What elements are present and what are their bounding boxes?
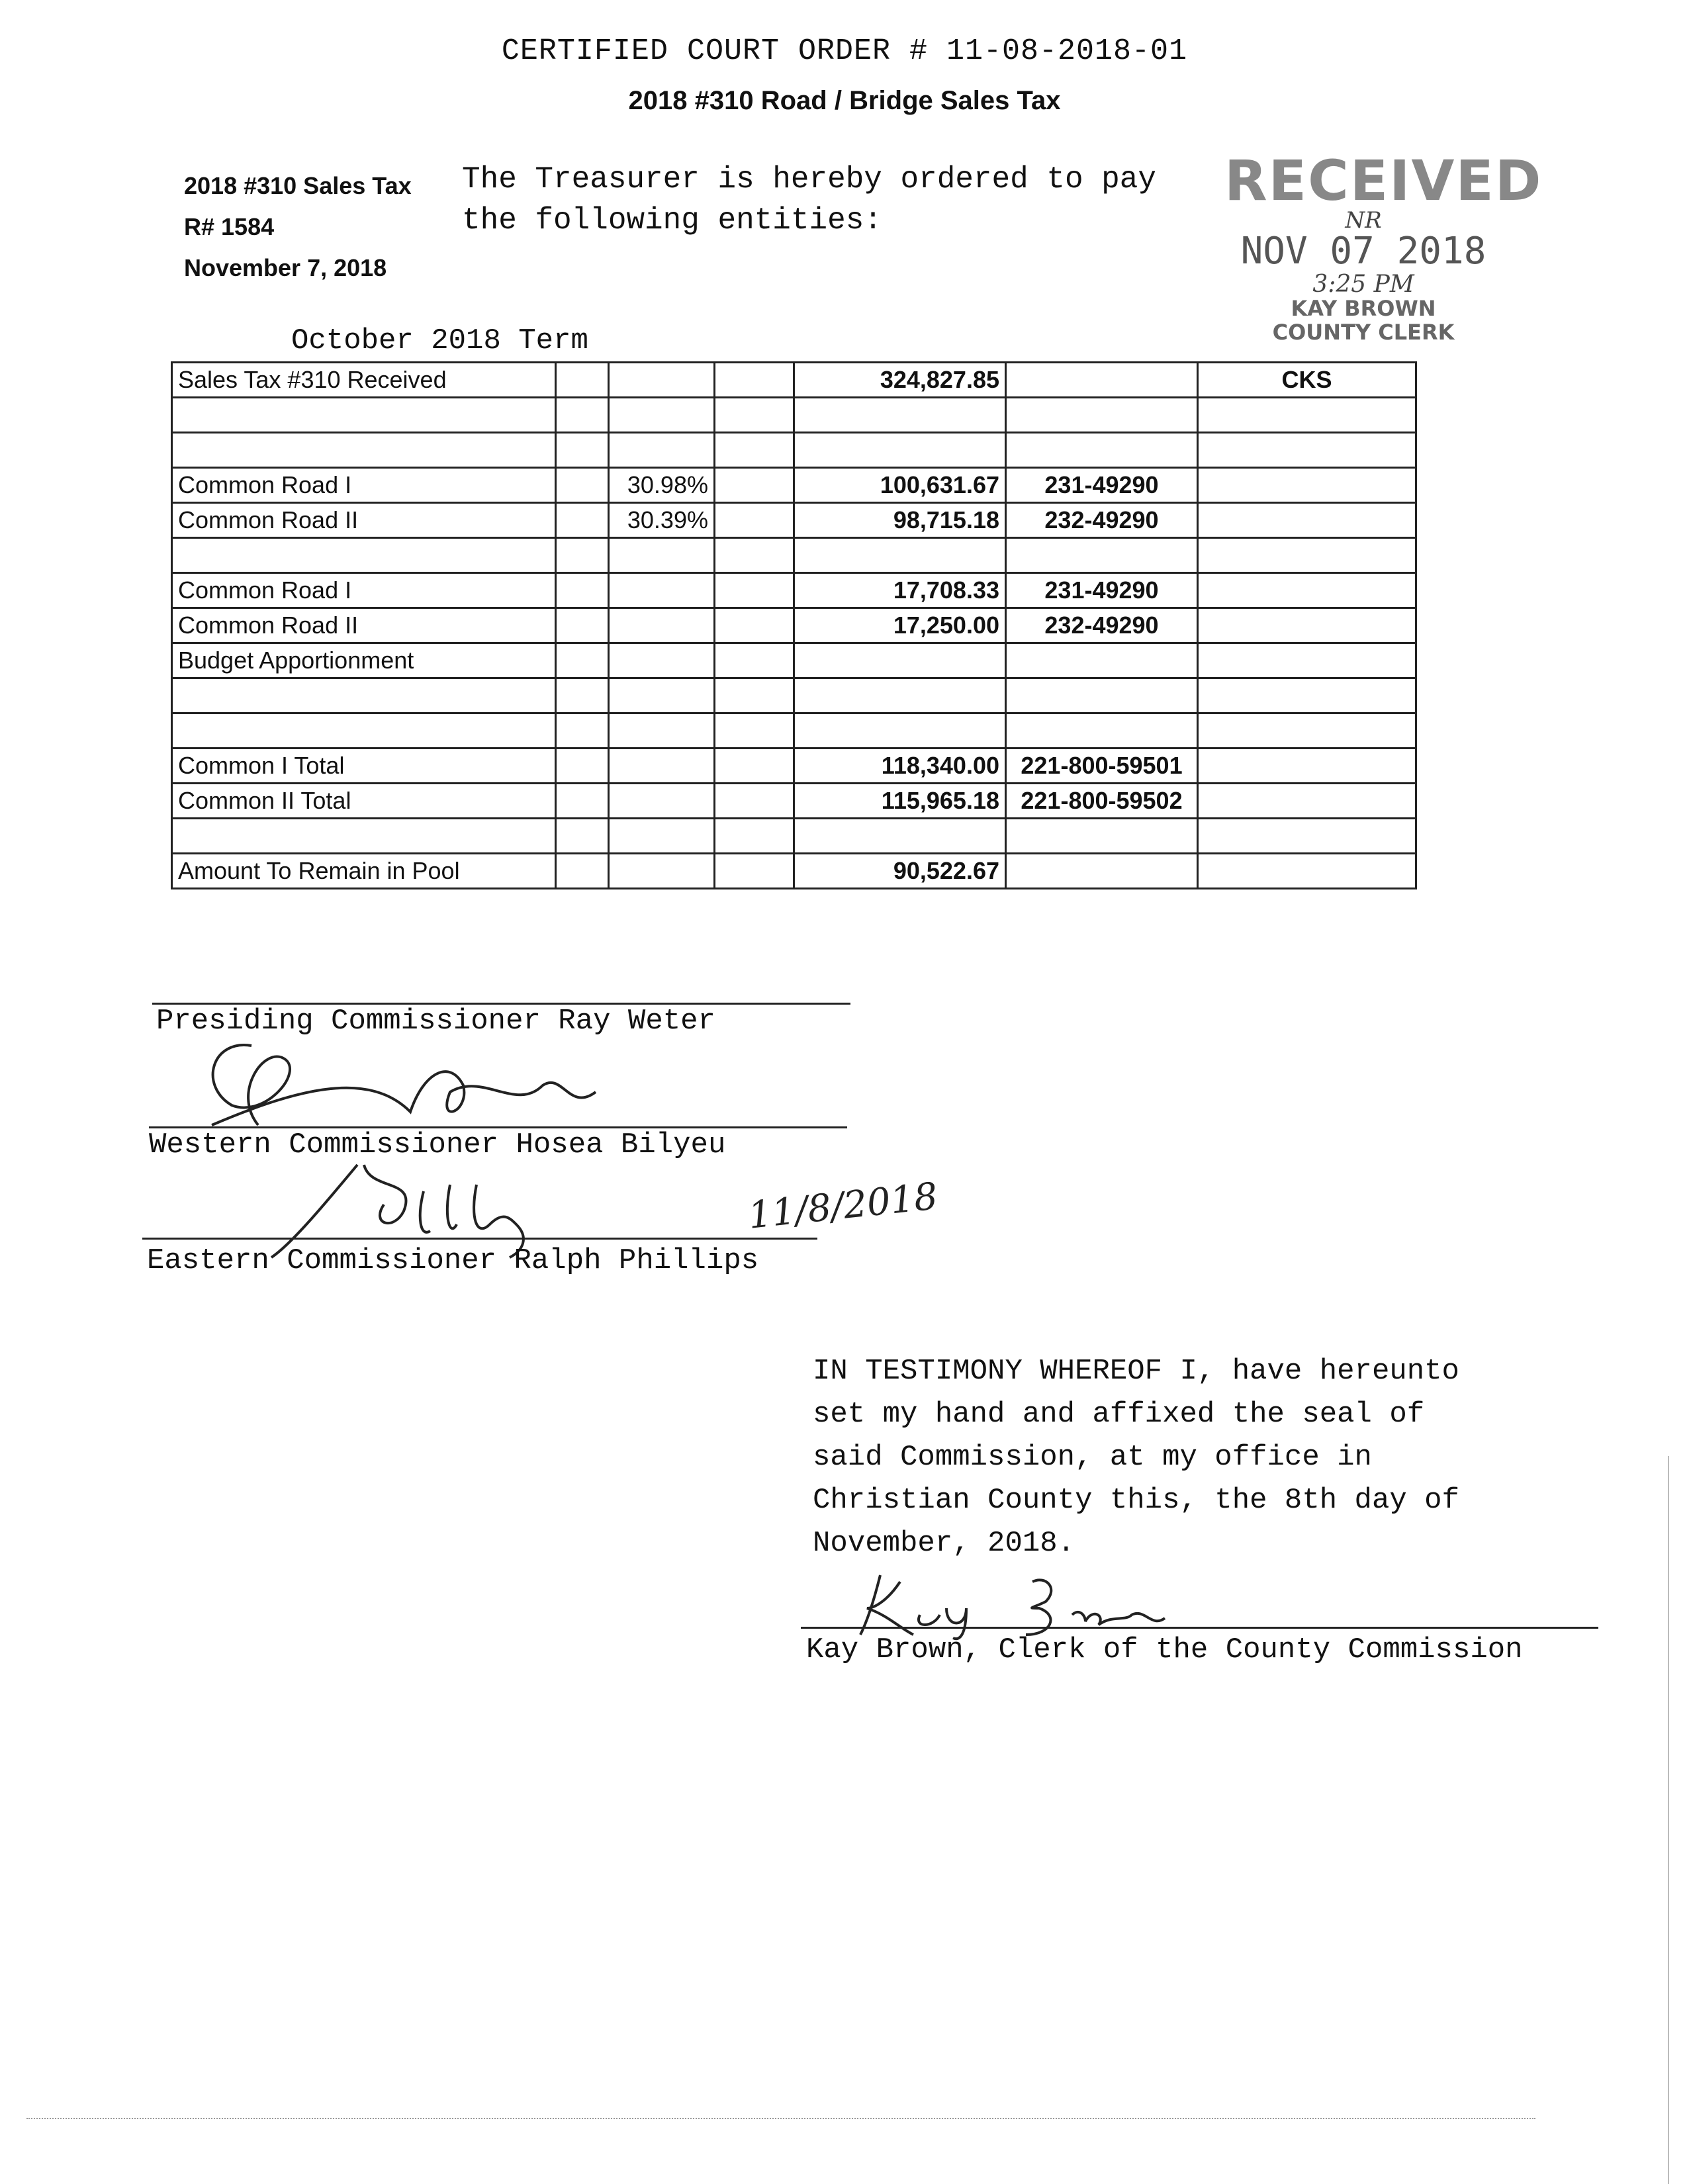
stamp-clerk-name: KAY BROWN [1291, 296, 1436, 321]
scan-edge-line [1668, 1456, 1669, 2184]
signature-label-presiding: Presiding Commissioner Ray Weter [156, 1005, 715, 1038]
cks-cell [1198, 468, 1416, 503]
cks-cell [1198, 749, 1416, 784]
row-label: Common I Total [172, 749, 556, 784]
testimony-line-5: November, 2018. [813, 1527, 1075, 1560]
row-percentage [609, 538, 715, 573]
order-instruction [462, 159, 1156, 241]
empty-cell [715, 749, 794, 784]
row-label: Budget Apportionment [172, 643, 556, 678]
empty-cell [715, 854, 794, 889]
empty-cell [715, 363, 794, 398]
row-percentage [609, 643, 715, 678]
empty-cell [556, 468, 609, 503]
cks-cell [1198, 503, 1416, 538]
row-amount: 100,631.67 [794, 468, 1006, 503]
row-amount: 90,522.67 [794, 854, 1006, 889]
stamp-initials: NR [1345, 207, 1382, 234]
empty-cell [556, 784, 609, 819]
row-label [172, 398, 556, 433]
empty-cell [715, 538, 794, 573]
row-label [172, 819, 556, 854]
empty-cell [556, 643, 609, 678]
stamp-received-text: RECEIVED [1224, 148, 1543, 213]
row-amount: 98,715.18 [794, 503, 1006, 538]
row-amount [794, 398, 1006, 433]
signature-line-eastern [142, 1238, 817, 1240]
row-label: Common Road II [172, 608, 556, 643]
row-percentage [609, 573, 715, 608]
meta-date: November 7, 2018 [184, 254, 387, 281]
empty-cell [556, 503, 609, 538]
document-subtitle: 2018 #310 Road / Bridge Sales Tax [628, 86, 1061, 115]
signature-date-eastern: 11/8/2018 [746, 1175, 940, 1238]
row-account [1006, 643, 1198, 678]
signature-kay-brown [834, 1569, 1205, 1641]
empty-cell [556, 433, 609, 468]
empty-cell [715, 503, 794, 538]
table-row [172, 398, 1416, 433]
row-label: Sales Tax #310 Received [172, 363, 556, 398]
row-label: Common Road I [172, 468, 556, 503]
row-amount: 324,827.85 [794, 363, 1006, 398]
row-account: 231-49290 [1006, 468, 1198, 503]
signature-label-western: Western Commissioner Hosea Bilyeu [149, 1128, 726, 1161]
empty-cell [556, 363, 609, 398]
order-instruction-line-1: The Treasurer is hereby ordered to pay [462, 162, 1156, 197]
row-percentage [609, 608, 715, 643]
cks-header: CKS [1198, 363, 1416, 398]
empty-cell [715, 573, 794, 608]
row-percentage: 30.39% [609, 503, 715, 538]
signature-line-clerk [801, 1627, 1598, 1629]
row-amount: 115,965.18 [794, 784, 1006, 819]
empty-cell [556, 398, 609, 433]
row-percentage [609, 678, 715, 713]
testimony-line-1: IN TESTIMONY WHEREOF I, have hereunto [813, 1355, 1459, 1388]
row-account [1006, 678, 1198, 713]
row-amount [794, 678, 1006, 713]
table-row [172, 573, 1416, 608]
row-label [172, 538, 556, 573]
cks-cell [1198, 608, 1416, 643]
order-meta [184, 165, 412, 289]
row-account [1006, 538, 1198, 573]
empty-cell [715, 398, 794, 433]
table-row [172, 713, 1416, 749]
row-account [1006, 854, 1198, 889]
row-percentage [609, 819, 715, 854]
term-label: October 2018 Term [291, 324, 588, 357]
table-row [172, 784, 1416, 819]
testimony-line-4: Christian County this, the 8th day of [813, 1484, 1459, 1517]
row-label: Common Road II [172, 503, 556, 538]
cks-cell [1198, 398, 1416, 433]
row-account [1006, 819, 1198, 854]
table-row [172, 854, 1416, 889]
document-title: CERTIFIED COURT ORDER # 11-08-2018-01 [501, 34, 1188, 68]
empty-cell [556, 819, 609, 854]
meta-receipt-number: R# 1584 [184, 213, 275, 240]
row-label: Common II Total [172, 784, 556, 819]
table-row [172, 468, 1416, 503]
cks-cell [1198, 573, 1416, 608]
row-percentage [609, 713, 715, 749]
row-amount: 118,340.00 [794, 749, 1006, 784]
table-row [172, 608, 1416, 643]
received-stamp [1224, 148, 1543, 345]
row-label: Common Road I [172, 573, 556, 608]
cks-cell [1198, 819, 1416, 854]
row-amount [794, 433, 1006, 468]
empty-cell [556, 538, 609, 573]
row-amount [794, 713, 1006, 749]
table-row [172, 819, 1416, 854]
table-row [172, 678, 1416, 713]
empty-cell [715, 468, 794, 503]
row-account: 231-49290 [1006, 573, 1198, 608]
signature-label-clerk: Kay Brown, Clerk of the County Commission [806, 1633, 1523, 1666]
cks-cell [1198, 643, 1416, 678]
meta-tax-name: 2018 #310 Sales Tax [184, 172, 412, 199]
table-row [172, 503, 1416, 538]
empty-cell [556, 573, 609, 608]
empty-cell [715, 784, 794, 819]
row-account [1006, 398, 1198, 433]
stamp-clerk-title: COUNTY CLERK [1272, 320, 1455, 345]
row-account: 221-800-59502 [1006, 784, 1198, 819]
row-percentage [609, 784, 715, 819]
row-label [172, 433, 556, 468]
empty-cell [556, 713, 609, 749]
testimony-line-3: said Commission, at my office in [813, 1441, 1372, 1474]
empty-cell [556, 678, 609, 713]
table-row [172, 643, 1416, 678]
empty-cell [715, 433, 794, 468]
row-percentage [609, 363, 715, 398]
cks-cell [1198, 433, 1416, 468]
signature-hosea-bilyeu [172, 1032, 635, 1138]
row-account [1006, 363, 1198, 398]
empty-cell [715, 819, 794, 854]
empty-cell [715, 713, 794, 749]
signature-label-eastern: Eastern Commissioner Ralph Phillips [147, 1244, 759, 1277]
row-percentage [609, 854, 715, 889]
stamp-date: NOV 07 2018 [1240, 230, 1486, 273]
row-account [1006, 713, 1198, 749]
row-label [172, 678, 556, 713]
cks-cell [1198, 784, 1416, 819]
cks-cell [1198, 713, 1416, 749]
row-label: Amount To Remain in Pool [172, 854, 556, 889]
row-percentage [609, 398, 715, 433]
row-amount: 17,708.33 [794, 573, 1006, 608]
row-account [1006, 433, 1198, 468]
table-row [172, 363, 1416, 398]
empty-cell [715, 643, 794, 678]
empty-cell [556, 854, 609, 889]
row-account: 232-49290 [1006, 503, 1198, 538]
empty-cell [556, 749, 609, 784]
testimony-line-2: set my hand and affixed the seal of [813, 1398, 1425, 1431]
row-label [172, 713, 556, 749]
cks-cell [1198, 678, 1416, 713]
row-percentage [609, 749, 715, 784]
row-amount [794, 819, 1006, 854]
row-amount: 17,250.00 [794, 608, 1006, 643]
empty-cell [556, 608, 609, 643]
row-account: 221-800-59501 [1006, 749, 1198, 784]
cks-cell [1198, 854, 1416, 889]
row-percentage [609, 433, 715, 468]
row-account: 232-49290 [1006, 608, 1198, 643]
cks-cell [1198, 538, 1416, 573]
table-row [172, 433, 1416, 468]
row-percentage: 30.98% [609, 468, 715, 503]
ledger-table [171, 361, 1417, 889]
table-row [172, 749, 1416, 784]
stamp-time: 3:25 PM [1312, 271, 1414, 298]
scan-artifact-line [26, 2118, 1535, 2119]
order-instruction-line-2: the following entities: [462, 203, 882, 238]
empty-cell [715, 608, 794, 643]
table-row [172, 538, 1416, 573]
row-amount [794, 538, 1006, 573]
testimony-block [813, 1350, 1459, 1565]
empty-cell [715, 678, 794, 713]
row-amount [794, 643, 1006, 678]
